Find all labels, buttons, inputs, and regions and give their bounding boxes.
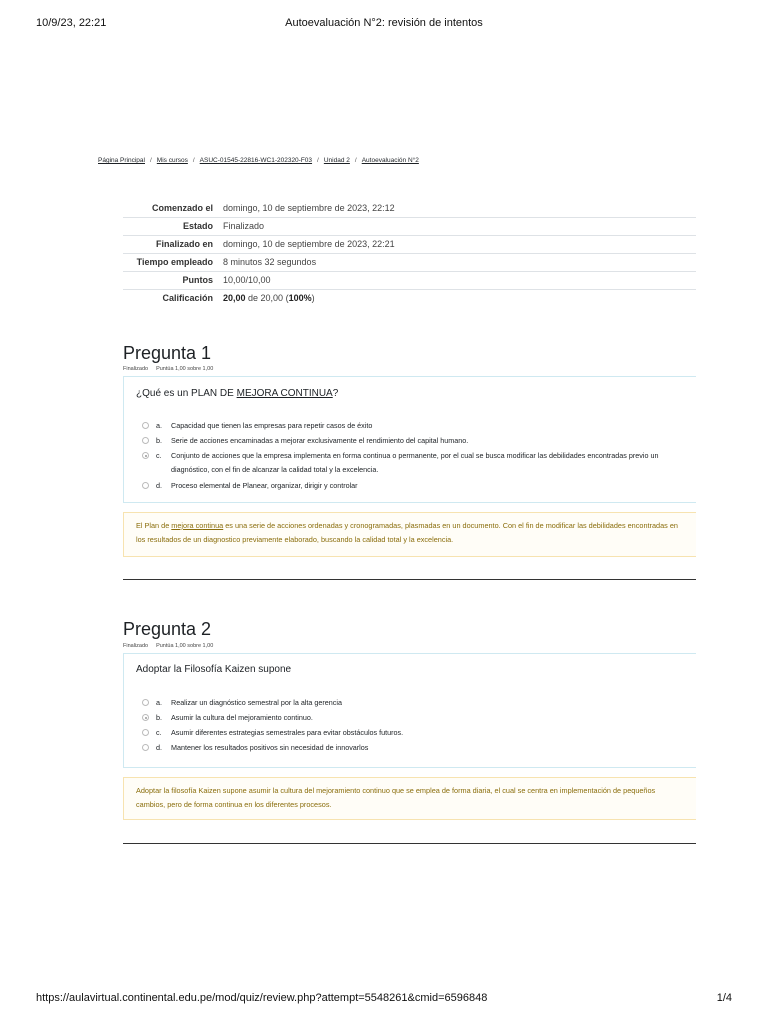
radio-button[interactable] [142, 482, 149, 489]
option-letter: a. [156, 698, 162, 707]
summary-row-time-taken [123, 254, 696, 272]
option-letter: d. [156, 743, 162, 752]
question-status: Finalizado [123, 643, 149, 649]
summary-value: Finalizado [223, 221, 265, 231]
summary-row-points [123, 272, 696, 290]
question-1-box [123, 376, 696, 503]
question-1-feedback [123, 512, 696, 557]
print-page-number: 1/4 [716, 992, 732, 1004]
option-text: Serie de acciones encaminadas a mejorar exclusivamente el rendimiento del capital humano. [171, 436, 469, 445]
option-text: Capacidad que tienen las empresas para repetir casos de éxito [171, 421, 373, 430]
grade-close: ) [311, 293, 315, 303]
question-1-text [136, 388, 338, 399]
breadcrumb-separator: / [192, 157, 195, 164]
option-letter: b. [156, 713, 162, 722]
breadcrumb-separator: / [354, 157, 357, 164]
summary-row-finished [123, 236, 696, 254]
summary-value: 10,00/10,00 [223, 275, 271, 285]
print-url: https://aulavirtual.continental.edu.pe/mod/quiz/review.php?attempt=5548261&cmid=6596848 [36, 992, 488, 1004]
feedback-text: El Plan de [136, 521, 172, 530]
print-footer [36, 992, 732, 1004]
question-2-title: Pregunta 2 [123, 619, 212, 639]
summary-value: domingo, 10 de septiembre de 2023, 22:12 [223, 203, 395, 213]
breadcrumb-unit[interactable]: Unidad 2 [323, 157, 350, 164]
attempt-summary-table [123, 200, 696, 307]
breadcrumb-home[interactable]: Página Principal [98, 157, 145, 164]
question-score: Puntúa 1,00 sobre 1,00 [156, 366, 214, 372]
glossary-link[interactable]: mejora continua [171, 521, 224, 530]
print-page-title: Autoevaluación N°2: revisión de intentos [285, 17, 483, 29]
summary-value: 8 minutos 32 segundos [223, 257, 317, 267]
question-divider [123, 579, 696, 580]
summary-label: Comenzado el [151, 203, 213, 213]
option-letter: c. [156, 728, 162, 737]
summary-label: Finalizado en [155, 239, 213, 249]
print-header [36, 17, 732, 31]
option-letter: d. [156, 481, 162, 490]
breadcrumb [98, 157, 419, 164]
option-text: Realizar un diagnóstico semestral por la alta gerencia [171, 698, 342, 707]
radio-button[interactable] [142, 437, 149, 444]
summary-value: domingo, 10 de septiembre de 2023, 22:21 [223, 239, 395, 249]
radio-button[interactable] [142, 699, 149, 706]
option-letter: a. [156, 421, 162, 430]
summary-row-state [123, 218, 696, 236]
question-text-part: ? [332, 388, 339, 399]
breadcrumb-course[interactable]: ASUC-01545-22816-WC1-202320-F03 [199, 157, 313, 164]
question-text-part: ¿Qué es un PLAN DE [136, 388, 237, 399]
grade-percent: 100% [288, 293, 312, 303]
radio-button-selected[interactable] [142, 714, 149, 721]
summary-label: Calificación [162, 293, 213, 303]
grade-max: de 20,00 ( [245, 293, 289, 303]
question-2-box [123, 653, 696, 768]
feedback-text: es una serie de acciones ordenadas y cronogramadas, plasmadas en un documento. Con el fin de modificar las debilidades encontradas en los resultados de un diagnostico previamente elaborado, buscando la calidad total y la excelencia. [136, 521, 678, 544]
radio-button-selected[interactable] [142, 452, 149, 459]
summary-label: Puntos [182, 275, 213, 285]
grade-value: 20,00 [223, 293, 246, 303]
summary-row-grade [123, 290, 696, 308]
option-text: Asumir diferentes estrategias semestrales para evitar obstáculos futuros. [171, 728, 404, 737]
radio-button[interactable] [142, 729, 149, 736]
summary-value [219, 290, 696, 308]
glossary-link[interactable]: MEJORA CONTINUA [236, 388, 333, 399]
option-letter: c. [156, 451, 162, 460]
radio-button[interactable] [142, 422, 149, 429]
breadcrumb-my-courses[interactable]: Mis cursos [156, 157, 188, 164]
question-score: Puntúa 1,00 sobre 1,00 [156, 643, 214, 649]
option-letter: b. [156, 436, 162, 445]
summary-row-started [123, 200, 696, 218]
breadcrumb-quiz[interactable]: Autoevaluación N°2 [361, 157, 419, 164]
question-2-text: Adoptar la Filosofía Kaizen supone [136, 664, 292, 675]
question-divider [123, 843, 696, 844]
option-text: Proceso elemental de Planear, organizar, dirigir y controlar [171, 481, 358, 490]
summary-label: Estado [182, 221, 213, 231]
question-2-feedback: Adoptar la filosofía Kaizen supone asumir la cultura del mejoramiento continuo que se emplea de forma diaria, el cual se centra en implementación de pequeños cambios, pero de forma continua en los diferentes procesos. [123, 777, 696, 820]
option-text: Asumir la cultura del mejoramiento continuo. [171, 713, 313, 722]
option-text: Mantener los resultados positivos sin necesidad de innovarlos [171, 743, 369, 752]
option-text: Conjunto de acciones que la empresa implementa en forma continua o permanente, por el cual se busca modificar las debilidades encontradas previo un diagnóstico, con el fin de alcanzar la calidad total y la excelencia. [171, 451, 659, 474]
print-datetime: 10/9/23, 22:21 [36, 17, 107, 29]
radio-button[interactable] [142, 744, 149, 751]
question-2-meta [123, 643, 213, 649]
question-1-title: Pregunta 1 [123, 343, 212, 363]
breadcrumb-separator: / [149, 157, 152, 164]
breadcrumb-separator: / [317, 157, 319, 164]
question-1-meta [123, 366, 213, 372]
summary-label: Tiempo empleado [136, 257, 213, 267]
question-status: Finalizado [123, 366, 149, 372]
